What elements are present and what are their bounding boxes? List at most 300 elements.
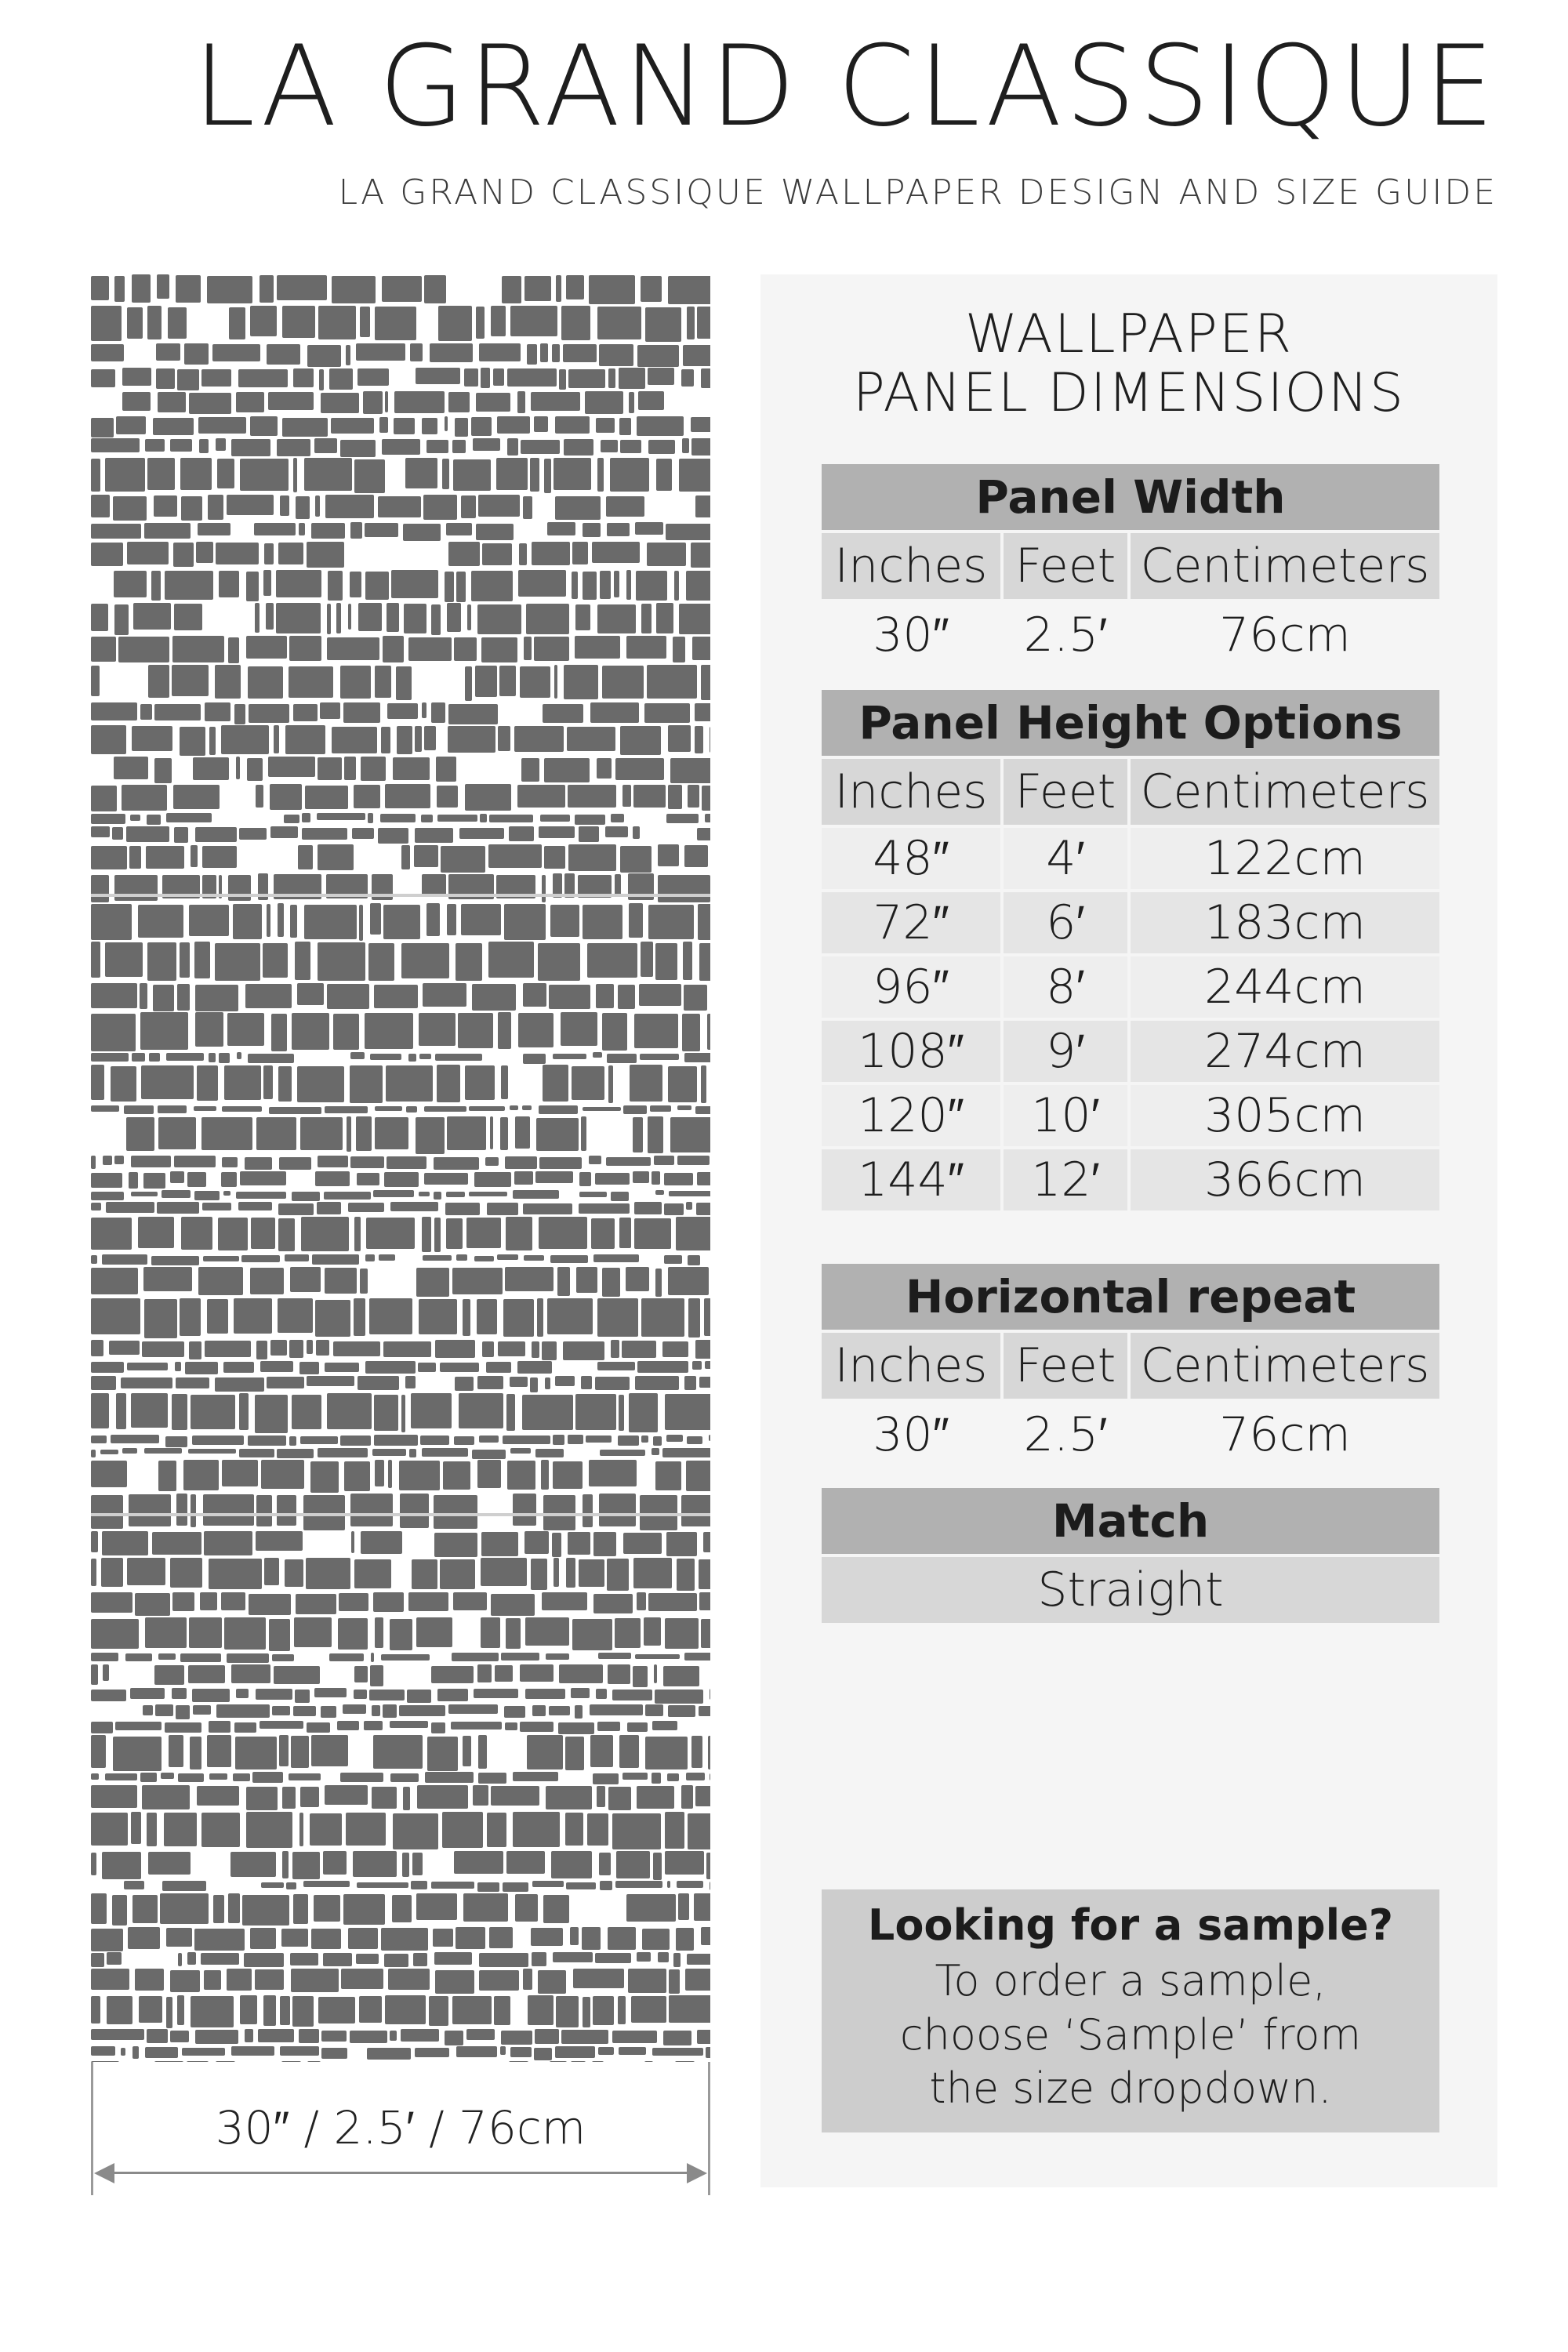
pattern-tile [91,543,123,566]
pattern-tile [281,1929,308,1947]
pattern-tile [263,1995,276,2026]
pattern-tile [320,702,340,719]
pattern-tile [431,1882,474,1889]
pattern-tile [209,727,216,755]
pattern-tile [645,307,681,342]
pattern-tile [653,1436,662,1446]
pattern-tile [260,275,274,303]
column-header-cm: Centimeters [1131,759,1439,825]
pattern-tile [91,1853,96,1875]
pattern-tile [572,572,578,599]
pattern-tile [626,636,666,659]
pattern-tile [575,1705,583,1719]
pattern-tile [549,985,590,1009]
pattern-tile [424,726,436,750]
pattern-tile [412,1853,423,1875]
pattern-tile [520,1722,554,1732]
horizontal-repeat-table [822,1264,1439,1468]
pattern-tile [699,943,710,981]
pattern-tile [531,1559,547,1590]
pattern-tile [563,1341,604,1360]
column-header-inches: Inches [822,533,1000,599]
pattern-tile [165,1722,201,1733]
pattern-tile [648,440,675,454]
pattern-tile [684,1053,710,1062]
pattern-tile [350,1156,384,1168]
pattern-tile [481,1558,527,1586]
column-header-feet: Feet [1004,759,1127,825]
pattern-tile [654,1664,657,1683]
pattern-tile [91,1436,107,1443]
pattern-tile [244,1953,284,1967]
pattern-tile [249,704,289,723]
pattern-tile [506,1618,521,1649]
pattern-tile [91,1173,122,1188]
horizontal-repeat-inches: 30″ [873,1407,949,1462]
pattern-tile [655,1269,662,1297]
pattern-tile [100,1450,118,1454]
pattern-tile [250,1928,276,1949]
pattern-tile [535,2029,559,2044]
height-option-cm: 366cm [1131,1149,1439,1210]
pattern-tile [191,1395,235,1429]
pattern-tile [453,1592,487,1610]
pattern-tile [687,1436,702,1444]
pattern-tile [656,603,673,633]
pattern-tile [290,1267,321,1292]
pattern-tile [356,343,405,361]
pattern-tile [407,1690,431,1703]
pattern-tile [589,1156,601,1164]
pattern-tile [299,523,305,535]
pattern-tile [607,523,630,536]
match-value: Straight [822,1557,1439,1623]
pattern-tile [655,1190,664,1195]
pattern-tile [477,1299,497,1334]
pattern-tile [598,2047,614,2055]
pattern-tile [315,1171,350,1186]
pattern-tile [519,543,527,565]
pattern-tile [102,1531,148,1555]
pattern-tile [201,1117,252,1150]
pattern-tile [454,637,477,661]
pattern-tile [515,1894,538,1922]
pattern-tile [383,1341,431,1357]
pattern-tile [234,1298,272,1334]
pattern-tile [645,1704,663,1716]
pattern-tile [524,637,532,660]
pattern-tile [102,1852,141,1879]
pattern-tile [354,1217,361,1251]
height-option-cm: 274cm [1131,1021,1439,1082]
pattern-tile [285,1559,303,1587]
pattern-tile [701,1065,706,1103]
pattern-tile [341,1969,383,1989]
pattern-tile [583,1494,593,1527]
pattern-tile [300,1436,338,1444]
pattern-tile [300,1117,343,1150]
pattern-tile [231,1664,270,1683]
pattern-tile [122,392,151,411]
pattern-tile [629,903,643,938]
pattern-tile [193,757,229,780]
pattern-tile [583,1997,590,2027]
pattern-tile [556,275,561,302]
pattern-tile [540,343,548,362]
pattern-tile [222,1460,258,1486]
pattern-tile [454,1436,474,1445]
pattern-tile [347,1116,351,1152]
pattern-tile [374,1395,398,1431]
pattern-tile [426,903,440,936]
pattern-tile [597,1722,620,1731]
pattern-tile [477,1460,501,1488]
pattern-tile [109,1341,140,1355]
pattern-tile [491,1594,535,1616]
pattern-tile [510,2047,532,2057]
pattern-tile [291,1969,339,1992]
pattern-tile [530,458,539,492]
pattern-tile [391,570,438,598]
pattern-tile [138,1217,174,1248]
pattern-tile [289,1773,321,1780]
pattern-tile [105,458,145,492]
pattern-tile [396,666,412,700]
pattern-tile [583,905,622,939]
pattern-tile [236,1689,249,1698]
pattern-tile [705,814,710,822]
pattern-tile [686,1202,692,1210]
pattern-tile [589,1460,637,1486]
pattern-tile [91,276,109,300]
pattern-tile [194,1106,216,1111]
pattern-tile [658,1952,669,1962]
pattern-tile [195,2030,238,2044]
pattern-tile [255,603,260,633]
pattern-tile [629,1393,658,1432]
pattern-tile [539,1105,578,1114]
pattern-tile [204,1970,221,1990]
pattern-tile [131,1393,168,1428]
pattern-tile [212,344,260,361]
pattern-tile [91,1722,113,1733]
pattern-tile [140,1012,188,1050]
pattern-tile [601,440,618,452]
pattern-tile [280,495,289,516]
pattern-tile [380,814,416,822]
pattern-tile [614,571,619,597]
pattern-tile [477,1882,499,1892]
pattern-tile [709,1435,710,1441]
pattern-tile [665,1812,684,1849]
pattern-tile [203,1494,254,1526]
pattern-tile [289,666,333,698]
pattern-tile [91,904,132,940]
pattern-tile [599,1853,611,1875]
pattern-tile [456,2046,497,2057]
pattern-tile [390,1619,412,1650]
column-header-row [822,533,1439,599]
pattern-tile [695,1786,710,1806]
pattern-tile [169,1735,183,1767]
pattern-tile [340,440,376,457]
pattern-tile [595,1173,630,1185]
pattern-tile [424,275,446,303]
pattern-tile [419,1299,457,1334]
pattern-tile [306,1558,350,1589]
pattern-tile [668,1705,695,1717]
pattern-tile [350,1052,365,1059]
pattern-tile [91,666,100,696]
pattern-tile [147,1813,157,1846]
pattern-tile [289,636,321,661]
pattern-tile [274,725,279,753]
pattern-tile [105,942,143,977]
dimensions-title [760,303,1497,424]
pattern-tile [298,845,313,869]
pattern-tile [161,1773,174,1779]
panel-width-inches: 30″ [873,608,949,662]
pattern-tile [641,604,652,633]
pattern-tile [91,495,110,517]
pattern-tile [260,1721,303,1729]
pattern-tile [303,1881,350,1887]
pattern-tile [658,844,679,866]
pattern-tile [276,603,321,633]
pattern-tile [152,1532,201,1555]
pattern-tile [333,1014,359,1050]
pattern-tile [544,459,551,493]
pattern-tile [143,1173,165,1189]
pattern-tile [692,1361,702,1370]
pattern-tile [664,1255,682,1264]
pattern-tile [305,786,348,809]
pattern-tile [701,368,710,388]
pattern-tile [521,440,560,454]
pattern-tile [358,368,389,386]
pattern-tile [340,1773,383,1782]
pattern-tile [497,416,530,434]
pattern-tile [637,1786,674,1809]
pattern-tile [532,542,570,565]
pattern-tile [702,786,710,811]
pattern-tile [266,603,274,630]
pattern-tile [636,571,667,601]
pattern-tile [575,636,620,659]
pattern-tile [385,784,430,808]
pattern-tile [205,1341,251,1357]
pattern-tile [343,1704,366,1714]
pattern-tile [681,369,694,387]
pattern-tile [472,1450,506,1459]
pattern-tile [506,1217,532,1250]
pattern-tile [236,1192,286,1199]
pattern-tile [431,1666,474,1683]
pattern-tile [645,1737,688,1769]
pattern-tile [91,524,141,539]
pattern-tile [589,275,635,304]
pattern-tile [465,784,511,811]
pattern-tile [339,1593,368,1611]
pattern-tile [291,1736,309,1768]
pattern-tile [324,1192,371,1200]
pattern-tile [448,392,470,412]
pattern-tile [487,1203,518,1215]
pattern-tile [611,814,624,822]
pattern-tile [612,1813,661,1849]
pattern-tile [418,1363,436,1372]
pattern-tile [408,1592,448,1611]
pattern-tile [374,985,418,1008]
pattern-tile [543,704,583,723]
pattern-tile [626,570,631,600]
pattern-tile [506,1851,545,1874]
pattern-tile [517,1361,552,1374]
pattern-tile [684,845,708,867]
pattern-tile [91,1105,119,1112]
pattern-tile [504,1706,525,1718]
pattern-tile [421,815,433,822]
dimension-arrow [99,2172,702,2174]
pattern-tile [608,368,615,388]
pattern-tile [158,1461,176,1491]
pattern-tile [583,572,597,600]
pattern-tile [576,1267,597,1293]
pattern-tile [122,785,167,811]
pattern-tile [454,1851,503,1874]
pattern-tile [534,2048,552,2060]
pattern-tile [422,1217,431,1252]
pattern-tile [122,1448,137,1454]
height-option-inches: 96″ [822,956,1000,1018]
pattern-tile [91,1053,129,1062]
pattern-tile [607,1054,637,1063]
pattern-tile [435,1340,475,1358]
pattern-tile [536,1118,579,1151]
pattern-tile [375,1460,384,1486]
pattern-tile [346,345,350,365]
pattern-tile [451,1722,502,1730]
pattern-tile [297,1066,344,1102]
pattern-tile [277,1495,296,1526]
pattern-tile [668,785,682,809]
pattern-tile [501,1065,508,1099]
pattern-tile [401,943,449,978]
pattern-tile [354,1298,365,1336]
pattern-tile [420,1436,449,1445]
pattern-tile [445,2031,463,2045]
pattern-tile [215,1377,264,1392]
pattern-tile [633,785,666,808]
pattern-tile [555,416,590,434]
pattern-tile [227,495,274,515]
pattern-tile [553,1435,564,1445]
pattern-tile [697,2030,710,2044]
pattern-tile [469,1106,505,1111]
sample-line: To order a sample, [935,1956,1327,2005]
pattern-tile [686,1773,705,1780]
pattern-tile [277,439,310,456]
pattern-tile [318,942,365,981]
pattern-tile [513,1190,559,1199]
pattern-tile [482,1341,494,1357]
pattern-tile [652,1773,661,1784]
pattern-tile [390,2031,397,2041]
pattern-tile [223,1362,254,1373]
pattern-tile [302,813,310,822]
pattern-tile [280,1996,290,2025]
pattern-tile [91,1813,128,1846]
pattern-tile [434,1157,479,1170]
pattern-tile [411,1881,427,1889]
pattern-tile [708,1736,710,1769]
pattern-tile [91,1559,96,1586]
pattern-tile [241,1255,280,1262]
pattern-tile [669,1995,710,2023]
pattern-tile [195,827,237,842]
pattern-tile [575,815,605,825]
pattern-tile [411,1393,452,1428]
pattern-tile [350,522,362,539]
pattern-tile [697,1172,710,1185]
pattern-tile [375,1617,383,1648]
pattern-tile [315,1300,350,1337]
pattern-tile [314,1895,340,1922]
pattern-tile [665,1394,710,1430]
pattern-tile [699,1377,710,1388]
pattern-tile [597,458,604,492]
pattern-tile [343,1894,385,1925]
pattern-tile [270,784,302,810]
pattern-tile [131,1192,158,1196]
pattern-tile [132,1895,158,1923]
pattern-tile [258,2029,294,2042]
pattern-tile [668,1066,697,1102]
pattern-tile [466,2029,495,2040]
pattern-tile [425,1772,474,1783]
pattern-tile [103,1664,109,1681]
pattern-tile [641,1298,684,1337]
pattern-tile [682,438,689,453]
pattern-tile [394,391,445,413]
pattern-tile [295,1690,310,1703]
pattern-tile [277,1449,314,1458]
pattern-tile [666,1532,697,1556]
pattern-tile [491,306,506,336]
pattern-tile [198,417,246,434]
pattern-tile [187,1172,206,1187]
pattern-tile [318,757,342,780]
pattern-tile [408,1054,416,1062]
pattern-tile [437,1065,460,1102]
pattern-tile [234,704,245,724]
pattern-tile [176,275,201,303]
pattern-tile [381,1928,428,1951]
pattern-tile [619,1735,639,1768]
pattern-tile [91,1592,132,1613]
pattern-tile [101,1558,123,1587]
pattern-tile [553,1952,593,1962]
pattern-tile [520,666,550,698]
pattern-tile [157,1202,199,1214]
pattern-tile [482,543,512,565]
pattern-tile [503,1436,550,1444]
pattern-tile [501,2031,532,2045]
pattern-tile [620,440,641,453]
pattern-tile [459,828,504,839]
pattern-tile [684,985,707,1011]
height-option-cm: 305cm [1131,1085,1439,1146]
